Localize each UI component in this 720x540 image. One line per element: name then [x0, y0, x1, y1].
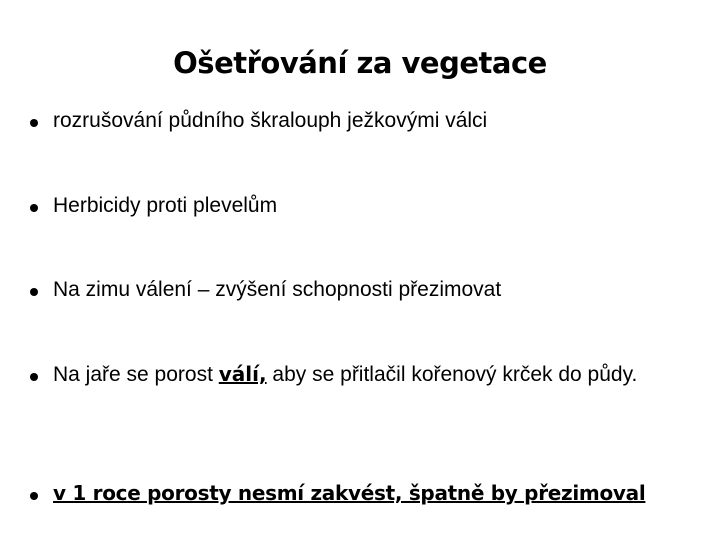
bullet-item — [30, 480, 690, 507]
bullet-dot-icon — [30, 373, 38, 381]
bullet-text-after: aby se přitlačil kořenový krček do půdy. — [266, 363, 638, 386]
bullet-text: rozrušování půdního škralouph ježkovými válci — [53, 109, 488, 132]
bullet-text-emphasis: válí, — [218, 362, 267, 386]
bullet-text: Herbicidy proti plevelům — [53, 194, 278, 217]
bullet-item — [30, 107, 690, 134]
bullet-dot-icon — [30, 288, 38, 296]
bullet-item — [30, 192, 690, 219]
bullet-dot-icon — [30, 492, 38, 500]
bullet-item — [30, 276, 690, 303]
bullet-dot-icon — [30, 119, 38, 127]
slide-title: Ošetřování za vegetace — [173, 46, 547, 80]
bullet-text — [53, 361, 637, 388]
bullet-dot-icon — [30, 204, 38, 212]
bullet-item — [30, 361, 690, 388]
bullet-text: Na zimu válení – zvýšení schopnosti přezimovat — [53, 278, 502, 301]
bullet-text-before: Na jaře se porost — [53, 363, 219, 386]
bullet-text: v 1 roce porosty nesmí zakvést, špatně by přezimoval — [53, 481, 646, 505]
